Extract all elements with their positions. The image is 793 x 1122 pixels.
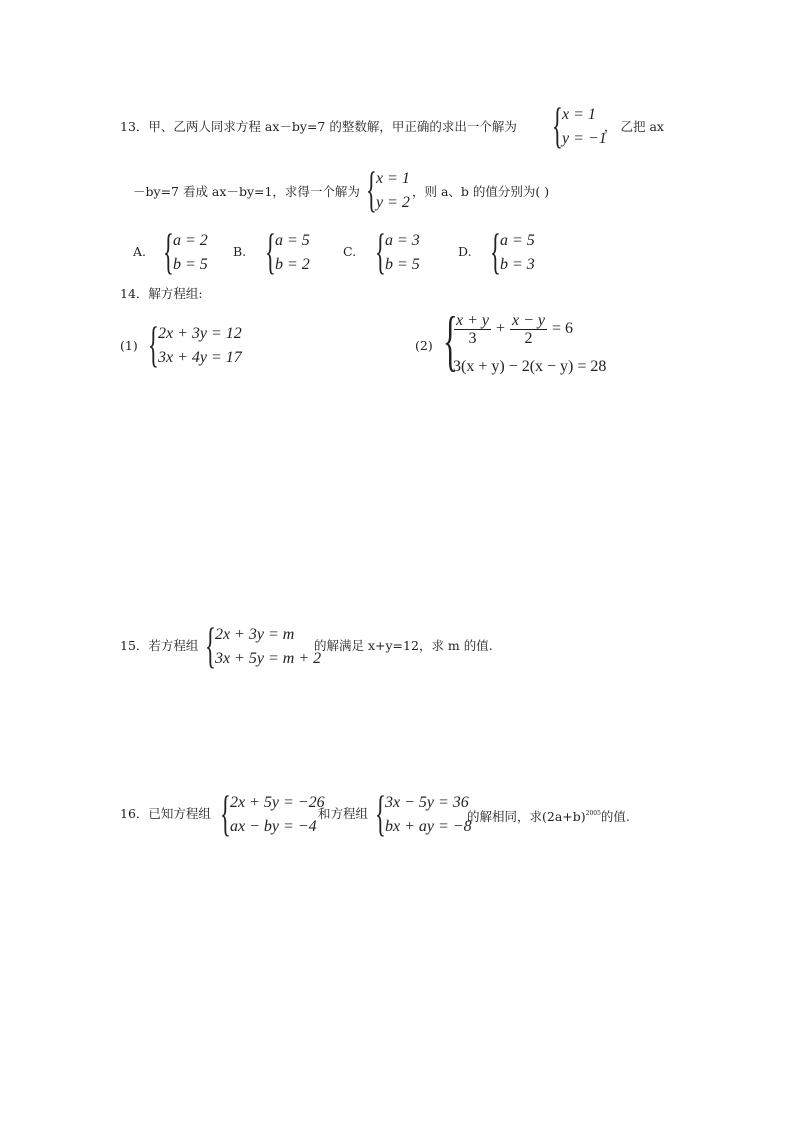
equation: 2x + 3y = 12 — [158, 325, 242, 342]
equation: bx + ay = −8 — [385, 818, 472, 835]
brace-icon: { — [375, 223, 386, 279]
plus: + — [492, 320, 510, 338]
q13-line2: －by=7 看成 ax－by=1，求得一个解为 — [133, 184, 360, 199]
option-a-label: A. — [133, 244, 147, 259]
equation: a = 3 — [385, 232, 420, 249]
brace-icon: { — [443, 302, 458, 378]
brace-icon: { — [265, 223, 276, 279]
brace-icon: { — [552, 97, 563, 153]
brace-icon: { — [375, 785, 386, 841]
q14-title: 14．解方程组: — [120, 286, 203, 301]
equation: b = 3 — [500, 256, 535, 273]
equation: 2x + 3y = m — [215, 626, 295, 643]
q14-part1-label: (1) — [120, 338, 138, 353]
equation: b = 5 — [173, 256, 208, 273]
exponent: 2005 — [585, 810, 601, 817]
option-d-label: D. — [458, 244, 472, 259]
equation: 3x + 5y = m + 2 — [215, 650, 322, 667]
equation: 3x + 4y = 17 — [158, 349, 242, 366]
fraction-numerator: x − y — [512, 312, 546, 329]
rhs: = 6 — [548, 320, 574, 338]
brace-icon: { — [148, 316, 159, 372]
q13-line1-suffix: ， 乙把 ax — [604, 119, 664, 134]
fraction-denominator: 2 — [524, 330, 533, 347]
brace-icon: { — [490, 223, 501, 279]
brace-icon: { — [366, 161, 377, 217]
q13-line2-suffix: ，则 a、b 的值分别为( ) — [412, 184, 550, 199]
equation: y = −1 — [562, 130, 607, 147]
equation: a = 5 — [275, 232, 310, 249]
equation: x = 1 — [376, 170, 410, 187]
option-c-label: C. — [343, 244, 357, 259]
q16-suffix — [467, 806, 630, 825]
equation: a = 2 — [173, 232, 208, 249]
equation: 3x − 5y = 36 — [385, 794, 469, 811]
q16-middle: 和方程组 — [318, 806, 369, 821]
equation: x = 1 — [562, 106, 596, 123]
brace-icon: { — [163, 223, 174, 279]
equation: b = 2 — [275, 256, 310, 273]
q16-prefix: 16．已知方程组 — [120, 806, 211, 821]
q15-prefix: 15．若方程组 — [120, 638, 199, 653]
fraction-denominator: 3 — [468, 330, 477, 347]
brace-icon: { — [205, 617, 216, 673]
q15-suffix: 的解满足 x+y=12，求 m 的值. — [314, 638, 493, 653]
brace-icon: { — [220, 785, 231, 841]
equation: ax − by = −4 — [230, 818, 317, 835]
equation: b = 5 — [385, 256, 420, 273]
q13-line1: 13．甲、乙两人同求方程 ax－by=7 的整数解，甲正确的求出一个解为 — [120, 119, 517, 134]
fraction-numerator: x + y — [456, 312, 489, 329]
q16-suffix-a: 的解相同，求(2a+b) — [467, 809, 586, 824]
equation: 2x + 5y = −26 — [230, 794, 325, 811]
q14-part2-label: (2) — [415, 338, 433, 353]
equation: 3(x + y) − 2(x − y) = 28 — [453, 358, 607, 375]
equation: a = 5 — [500, 232, 535, 249]
equation: y = 2 — [376, 194, 410, 211]
option-b-label: B. — [233, 244, 247, 259]
q16-suffix-b: 的值. — [600, 809, 630, 824]
